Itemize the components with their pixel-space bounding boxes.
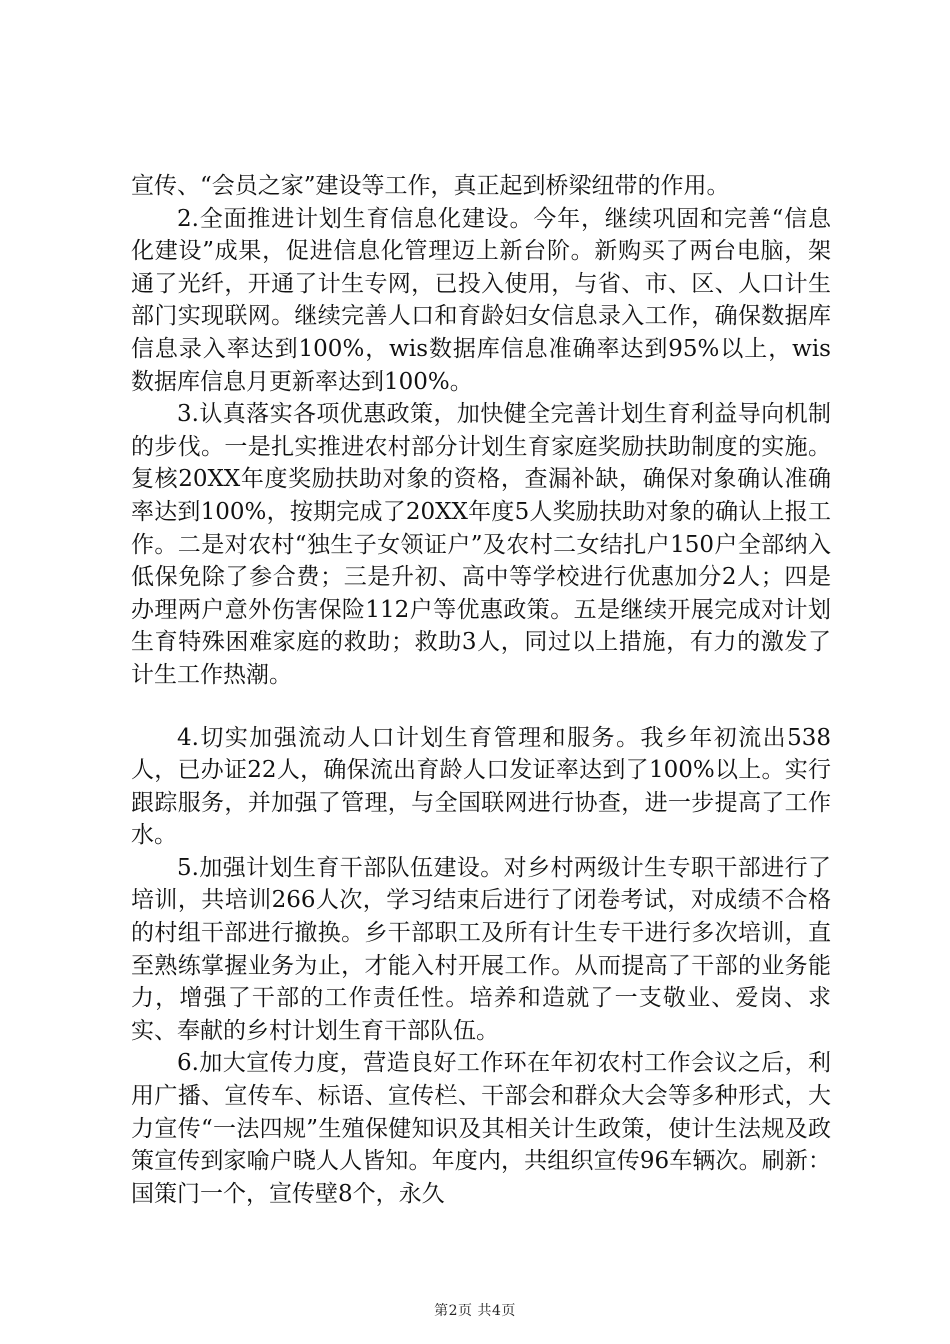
paragraph-item-4: 4.切实加强流动人口计划生育管理和服务。我乡年初流出538人，已办证22人，确保流出育龄人口发证率达到了100%以上。实行跟踪服务，并加强了管理，与全国联网进行协查，进一步提高了工作水。 [131, 724, 831, 849]
paragraph-item-2: 2.全面推进计划生育信息化建设。今年，继续巩固和完善“信息化建设”成果，促进信息化管理迈上新台阶。新购买了两台电脑，架通了光纤，开通了计生专网，已投入使用，与省、市、区、人口计生部门实现联网。继续完善人口和育龄妇女信息录入工作，确保数据库信息录入率达到100%，wis数据库信息准确率达到95%以上，wis数据库信息月更新率达到100%。 [131, 205, 831, 395]
page-number-footer: 第2页 共4页 [434, 1303, 516, 1319]
paragraph-spacer [131, 692, 831, 722]
paragraph-item-6: 6.加大宣传力度，营造良好工作环在年初农村工作会议之后，利用广播、宣传车、标语、宣传栏、干部会和群众大会等多种形式，大力宣传“一法四规”生殖保健知识及其相关计生政策，使计生法规及政策宣传到家喻户晓人人皆知。年度内，共组织宣传96车辆次。刷新：国策门一个，宣传壁8个，永久 [131, 1050, 831, 1207]
paragraph-continuation: 宣传、“会员之家”建设等工作，真正起到桥梁纽带的作用。 [131, 173, 730, 199]
paragraph-item-3: 3.认真落实各项优惠政策，加快健全完善计划生育利益导向机制的步伐。一是扎实推进农村部分计划生育家庭奖励扶助制度的实施。复核20XX年度奖励扶助对象的资格，查漏补缺，确保对象确认准确率达到100%，按期完成了20XX年度5人奖励扶助对象的确认上报工作。二是对农村“独生子女领证户”及农村二女结扎户150户全部纳入低保免除了参合费；三是升初、高中等学校进行优惠加分2人；四是办理两户意外伤害保险112户等优惠政策。五是继续开展完成对计划生育特殊困难家庭的救助；救助3人，同过以上措施，有力的激发了计生工作热潮。 [131, 401, 831, 688]
document-body [131, 170, 831, 1210]
paragraph-item-5: 5.加强计划生育干部队伍建设。对乡村两级计生专职干部进行了培训，共培训266人次，学习结束后进行了闭卷考试，对成绩不合格的村组干部进行撤换。乡干部职工及所有计生专干进行多次培训，直至熟练掌握业务为止，才能入村开展工作。从而提高了干部的业务能力，增强了干部的工作责任性。培养和造就了一支敬业、爱岗、求实、奉献的乡村计划生育干部队伍。 [131, 854, 831, 1044]
